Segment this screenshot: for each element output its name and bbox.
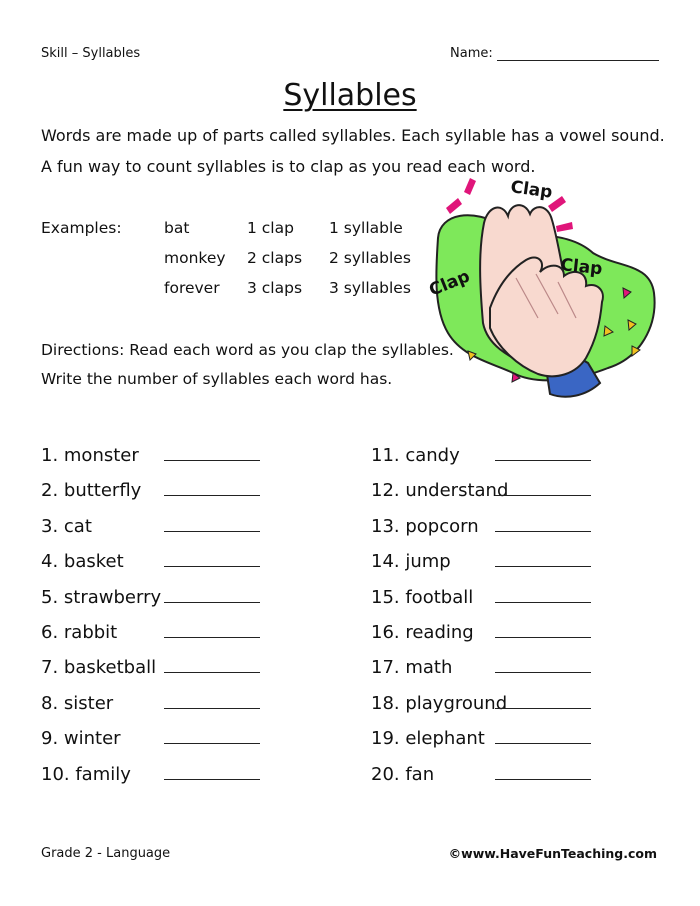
answer-blank[interactable] [495,672,591,673]
skill-label: Skill – Syllables [41,46,141,61]
answer-blank[interactable] [495,743,591,744]
directions-line-1: Directions: Read each word as you clap the syllables. [41,341,454,359]
example-word: bat [164,219,190,237]
answer-blank[interactable] [495,495,591,496]
page-title: Syllables [283,78,417,113]
word-label: 11. candy [371,445,460,466]
examples-label: Examples: [41,219,122,237]
list-item [41,548,124,572]
list-item [41,725,121,749]
name-field[interactable] [450,46,659,61]
word-label: 19. elephant [371,728,485,749]
list-item [371,477,508,501]
list-item [41,654,156,678]
list-item [371,442,460,466]
answer-blank[interactable] [164,495,260,496]
list-item [41,584,161,608]
answer-blank[interactable] [164,531,260,532]
answer-blank[interactable] [164,460,260,461]
example-syllables: 2 syllables [329,249,411,267]
motion-mark [446,198,462,214]
list-item [41,619,117,643]
word-label: 3. cat [41,516,92,537]
list-item [41,477,141,501]
answer-blank[interactable] [495,637,591,638]
intro-line-1: Words are made up of parts called syllables. Each syllable has a vowel sound. [41,126,665,145]
list-item [41,690,113,714]
word-label: 12. understand [371,480,509,501]
clap-text-right: Clap [559,255,604,280]
clap-text-top: Clap [509,177,554,203]
answer-blank[interactable] [164,779,260,780]
answer-blank[interactable] [495,460,591,461]
example-word: forever [164,279,220,297]
list-item [41,442,139,466]
list-item [371,654,452,678]
word-label: 15. football [371,587,474,608]
word-label: 20. fan [371,764,435,785]
copyright-text: ©www.HaveFunTeaching.com [448,846,657,861]
name-label: Name: [450,46,493,61]
answer-blank[interactable] [164,743,260,744]
word-label: 2. butterfly [41,480,142,501]
answer-blank[interactable] [495,531,591,532]
clap-text-left: Clap [426,266,473,301]
word-label: 8. sister [41,693,114,714]
word-label: 9. winter [41,728,121,749]
example-word: monkey [164,249,226,267]
directions-line-2: Write the number of syllables each word has. [41,370,393,388]
word-label: 16. reading [371,622,474,643]
motion-mark [556,222,573,232]
answer-blank[interactable] [495,602,591,603]
name-blank-line[interactable] [497,48,659,61]
answer-blank[interactable] [164,708,260,709]
list-item [371,548,451,572]
answer-blank[interactable] [164,672,260,673]
word-label: 6. rabbit [41,622,118,643]
example-claps: 1 clap [247,219,294,237]
clapping-hands-illustration [418,168,668,403]
answer-blank[interactable] [164,637,260,638]
word-label: 10. family [41,764,131,785]
list-item [371,513,479,537]
word-label: 14. jump [371,551,451,572]
example-claps: 2 claps [247,249,303,267]
list-item [371,761,434,785]
list-item [371,690,507,714]
word-label: 5. strawberry [41,587,162,608]
answer-blank[interactable] [495,779,591,780]
word-label: 13. popcorn [371,516,479,537]
answer-blank[interactable] [495,708,591,709]
intro-line-2: A fun way to count syllables is to clap as you read each word. [41,157,536,176]
example-claps: 3 claps [247,279,303,297]
example-syllables: 1 syllable [329,219,403,237]
word-label: 1. monster [41,445,139,466]
list-item [371,584,473,608]
list-item [41,761,131,785]
example-syllables: 3 syllables [329,279,411,297]
word-label: 17. math [371,657,453,678]
list-item [371,619,474,643]
answer-blank[interactable] [164,566,260,567]
motion-mark [464,178,476,195]
word-label: 18. playground [371,693,508,714]
list-item [371,725,485,749]
answer-blank[interactable] [495,566,591,567]
list-item [41,513,92,537]
word-label: 7. basketball [41,657,157,678]
word-label: 4. basket [41,551,124,572]
answer-blank[interactable] [164,602,260,603]
grade-label: Grade 2 - Language [41,846,171,861]
